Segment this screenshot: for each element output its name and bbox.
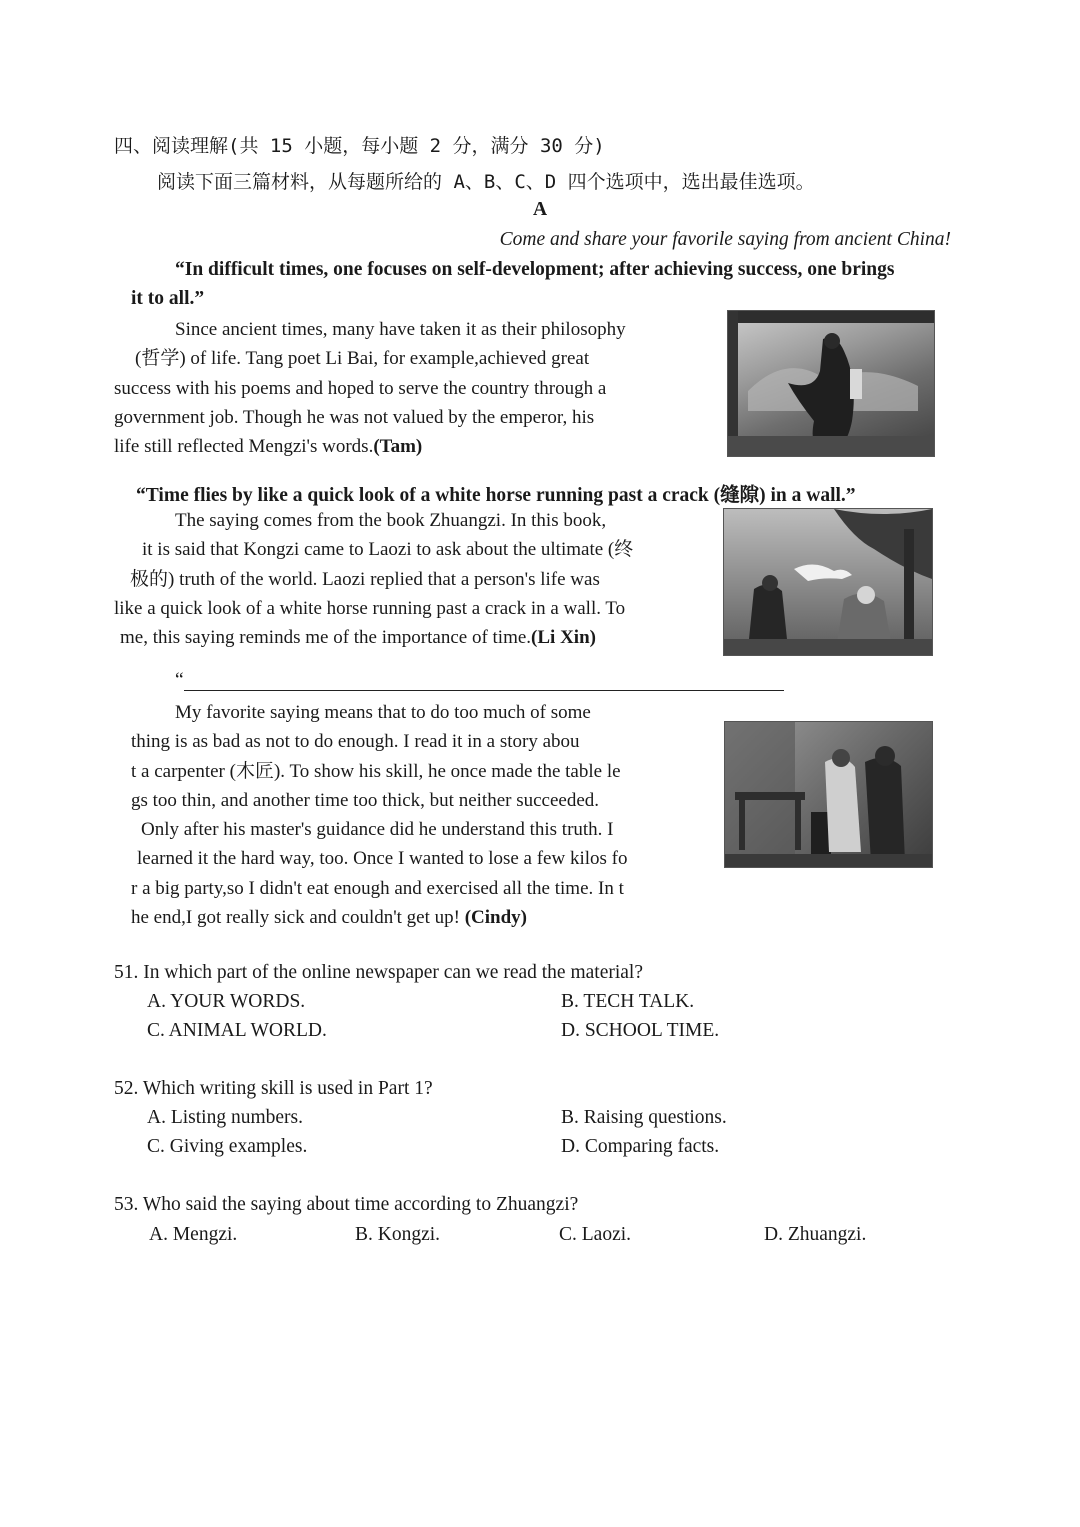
part1-line: (哲学) of life. Tang poet Li Bai, for example,achieved great [135,348,590,370]
question-51-option-a[interactable]: A. YOUR WORDS. [147,991,306,1012]
question-53-option-d[interactable]: D. Zhuangzi. [764,1224,867,1245]
question-52-option-a[interactable]: A. Listing numbers. [147,1107,303,1128]
question-51-option-c[interactable]: C. ANIMAL WORLD. [147,1020,327,1041]
part3-line: thing is as bad as not to do enough. I read it in a story abou [131,731,580,753]
part1-author: (Tam) [373,436,423,458]
part1-saying-line2: it to all.” [131,288,205,309]
part1-paragraph [114,315,684,461]
part3-line: t a carpenter (木匠). To show his skill, he once made the table le [131,760,621,782]
passage-letter: A [533,199,548,220]
part3-open-quote: “ [175,670,184,691]
question-53-option-a[interactable]: A. Mengzi. [149,1224,238,1245]
question-51-stem: 51. In which part of the online newspaper can we read the material? [114,962,643,983]
part3-paragraph [114,698,684,932]
part3-line: Only after his master's guidance did he understand this truth. I [141,819,614,841]
part2-saying: “Time flies by like a quick look of a white horse running past a crack (缝隙) in a wall.” [136,485,856,506]
part1-line: Since ancient times, many have taken it as their philosophy [175,319,626,340]
section-instruction: 阅读下面三篇材料，从每题所给的 A、B、C、D 四个选项中，选出最佳选项。 [157,171,815,193]
part3-line: he end,I got really sick and couldn't get up! (Cindy) [131,907,528,929]
part1-line: life still reflected Mengzi's words.(Tam) [114,436,423,458]
part3-line: gs too thin, and another time too thick, but neither succeeded. [131,789,600,811]
part2-line: it is said that Kongzi came to Laozi to ask about the ultimate (终 [142,539,634,561]
part3-line: learned it the hard way, too. Once I wanted to lose a few kilos fo [137,848,628,870]
part3-line: My favorite saying means that to do too much of some [175,702,591,723]
scholar-illustration [727,310,935,457]
question-51-option-d[interactable]: D. SCHOOL TIME. [561,1020,720,1041]
part3-author: (Cindy) [464,907,528,929]
carpenter-illustration [724,721,933,868]
part2-line: 极的) truth of the world. Laozi replied that a person's life was [130,568,600,590]
part2-line: me, this saying reminds me of the importance of time.(Li Xin) [120,627,596,649]
question-52-stem: 52. Which writing skill is used in Part 1? [114,1078,433,1099]
kongzi-laozi-illustration [723,508,933,656]
question-52-option-d[interactable]: D. Comparing facts. [561,1136,720,1157]
passage-intro: Come and share your favorile saying from ancient China! [499,229,951,250]
part2-line: The saying comes from the book Zhuangzi. In this book, [175,510,607,531]
question-51-option-b[interactable]: B. TECH TALK. [561,991,695,1012]
question-53-option-b[interactable]: B. Kongzi. [355,1224,441,1245]
question-52-option-c[interactable]: C. Giving examples. [147,1136,308,1157]
part1-line: government job. Though he was not valued by the emperor, his [114,406,595,428]
part2-paragraph [114,506,684,652]
part2-line: like a quick look of a white horse running past a crack in a wall. To [114,597,626,619]
question-53-stem: 53. Who said the saying about time according to Zhuangzi? [114,1194,579,1215]
part1-line: success with his poems and hoped to serve the country through a [114,377,607,399]
question-53-option-c[interactable]: C. Laozi. [559,1224,632,1245]
part3-line: r a big party,so I didn't eat enough and exercised all the time. In t [131,877,624,899]
question-52-option-b[interactable]: B. Raising questions. [561,1107,727,1128]
part2-author: (Li Xin) [531,627,596,649]
part3-answer-blank [184,690,784,691]
part1-saying-line1: “In difficult times, one focuses on self-development; after achieving success, one brings [175,259,895,280]
section-heading: 四、阅读理解(共 15 小题，每小题 2 分，满分 30 分) [114,135,605,157]
